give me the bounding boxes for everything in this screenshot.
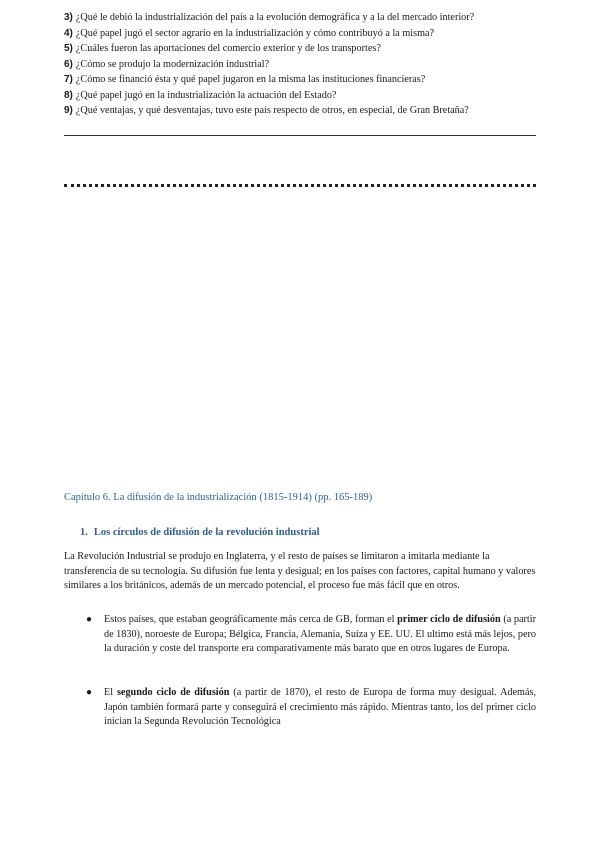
dotted-divider: [64, 184, 536, 187]
question-number: 8): [64, 89, 73, 101]
bullet-text: (a partir de 1870), el resto de Europa de forma muy desigual. Además, Japón también formará parte y conseguirá el crecimiento más rápido. Mientras tanto, los del primer ciclo inician la Segunda Revolución Tecnológica: [104, 687, 536, 728]
question-item: [64, 88, 544, 104]
section-title: Los círculos de difusión de la revolución industrial: [93, 527, 320, 538]
question-item: [64, 103, 544, 119]
question-item: [64, 10, 544, 26]
question-list: [64, 10, 544, 119]
question-item: [64, 26, 544, 42]
question-item: [64, 72, 544, 88]
section-heading: [80, 527, 320, 538]
question-number: 5): [64, 43, 73, 54]
question-item: [64, 57, 544, 73]
bullet-text: El: [104, 687, 117, 698]
bullet-icon: ●: [86, 614, 93, 625]
question-number: 9): [64, 105, 73, 116]
question-item: [64, 41, 544, 57]
bullet-item: [86, 686, 536, 730]
question-number: 3): [64, 12, 73, 23]
question-text: ¿Cuáles fueron las aportaciones del comercio exterior y de los transportes?: [75, 43, 381, 54]
bullet-bold-term: segundo ciclo de difusión: [116, 687, 230, 698]
intro-paragraph: La Revolución Industrial se produjo en Inglaterra, y el resto de países se limitaron a imitarla mediante la transferencia de su tecnología. Su difusión fue lenta y desigual; en los países con factores, capital humano y valores similares a los británicos, además de un mercado potencial, el proceso fue más fácil que en otros.: [64, 551, 536, 592]
bullet-icon: ●: [86, 687, 93, 698]
question-text: ¿Qué papel jugó en la industrialización la actuación del Estado?: [75, 89, 337, 101]
section-number: 1.: [80, 527, 88, 538]
question-number: 6): [64, 58, 73, 70]
question-text: ¿Cómo se produjo la modernización industrial?: [75, 58, 270, 70]
question-number: 4): [64, 27, 73, 39]
question-text: ¿Qué le debió la industrialización del país a la evolución demográfica y a la del mercado interior?: [75, 12, 475, 23]
question-text: ¿Qué ventajas, y qué desventajas, tuvo este país respecto de otros, en especial, de Gran Bretaña?: [75, 105, 469, 116]
question-text: ¿Cómo se financió ésta y qué papel jugaron en la misma las instituciones financieras?: [75, 74, 426, 85]
bullet-text: Estos países, que estaban geográficamente más cerca de GB, forman el: [104, 614, 398, 625]
bullet-text: (a partir de 1830), noroeste de Europa; Bélgica, Francia, Alemania, Suiza y EE. UU. El ultimo está más lejos, pero la duración y coste del transporte era comparativamente más barato que en otros lugares de Europa.: [104, 614, 536, 655]
question-text: ¿Qué papel jugó el sector agrario en la industrialización y cómo contribuyó a la misma?: [75, 27, 435, 39]
solid-divider: [64, 135, 536, 136]
question-number: 7): [64, 74, 73, 85]
chapter-title: Capítulo 6. La difusión de la industrialización (1815-1914) (pp. 165-189): [64, 492, 373, 503]
bullet-bold-term: primer ciclo de difusión: [397, 614, 501, 625]
bullet-item: [86, 613, 536, 657]
